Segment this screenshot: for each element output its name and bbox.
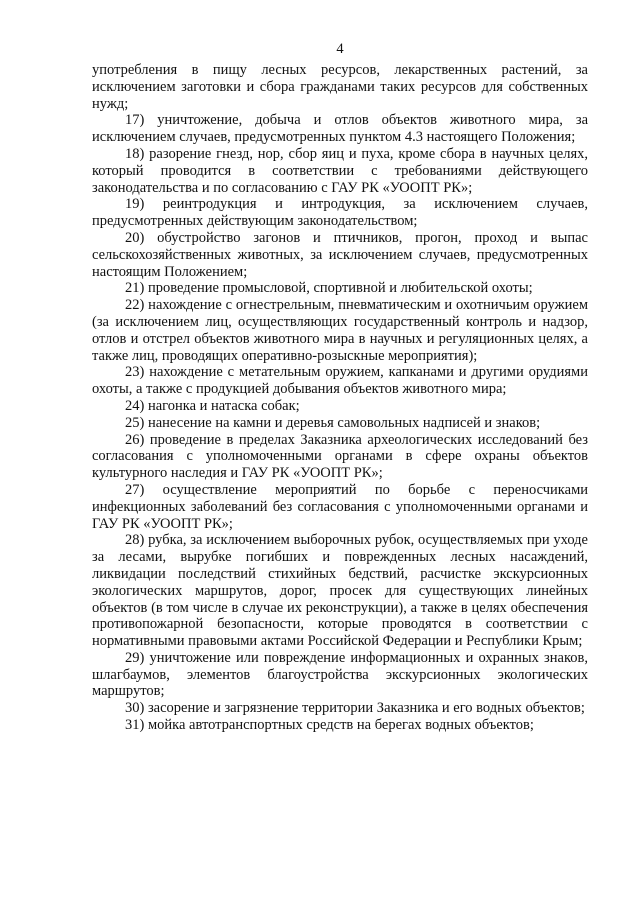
- list-item-21: 21) проведение промысловой, спортивной и любительской охоты;: [125, 280, 533, 297]
- document-page: [92, 40, 588, 734]
- list-item-25: 25) нанесение на камни и деревья самовольных надписей и знаков;: [125, 414, 541, 431]
- list-item-20: 20) обустройство загонов и птичников, прогон, проход и выпас сельскохозяйственных животных, за исключением случаев, предусмотренных настоящим Положением;: [92, 229, 588, 280]
- list-item-19: 19) реинтродукция и интродукция, за исключением случаев, предусмотренных действующим законодательством;: [92, 196, 588, 230]
- list-item-17: 17) уничтожение, добыча и отлов объектов животного мира, за исключением случаев, предусмотренных пунктом 4.3 настоящего Положения;: [92, 112, 588, 146]
- paragraph-continuation: употребления в пищу лесных ресурсов, лекарственных растений, за исключением заготовки и сбора гражданами таких ресурсов для собственных нужд;: [92, 62, 588, 112]
- list-item-18: 18) разорение гнезд, нор, сбор яиц и пуха, кроме сбора в научных целях, который проводится в соответствии с требованиями действующего законодательства и по согласованию с ГАУ РК «УООПТ РК»;: [92, 145, 588, 196]
- list-item-28: 28) рубка, за исключением выборочных рубок, осуществляемых при уходе за лесами, вырубке погибших и поврежденных лесных насаждений, ликвидации последствий стихийных бедствий, расчистке экскурсионных экологических маршрутов, дорог, просек для существующих линейных объектов (в том числе в случае их реконструкции), а также в целях обеспечения противопожарной безопасности, которые проводятся в соответствии с нормативными правовыми актами Российской Федерации и Республики Крым;: [92, 532, 588, 650]
- list-item-26: 26) проведение в пределах Заказника археологических исследований без согласования с уполномоченными органами в сфере охраны объектов культурного наследия и ГАУ РК «УООПТ РК»;: [92, 431, 588, 482]
- list-item-24: 24) нагонка и натаска собак;: [125, 397, 300, 414]
- list-item-31: 31) мойка автотранспортных средств на берегах водных объектов;: [125, 717, 534, 734]
- list-item-22: 22) нахождение с огнестрельным, пневматическим и охотничьим оружием (за исключением лиц, осуществляющих государственный контроль и надзор, отлов и отстрел объектов животного мира в научных и регуляционных целях, а также лиц, проводящих оперативно-розыскные мероприятия);: [92, 297, 588, 364]
- page-number: 4: [336, 41, 344, 57]
- list-item-29: 29) уничтожение или повреждение информационных и охранных знаков, шлагбаумов, элементов благоустройства экскурсионных экологических маршрутов;: [92, 649, 588, 700]
- list-item-30: 30) засорение и загрязнение территории Заказника и его водных объектов;: [125, 700, 585, 717]
- list-item-27: 27) осуществление мероприятий по борьбе с переносчиками инфекционных заболеваний без согласования с уполномоченными органами и ГАУ РК «УООПТ РК»;: [92, 481, 588, 532]
- list-item-23: 23) нахождение с метательным оружием, капканами и другими орудиями охоты, а также с продукцией добывания объектов животного мира;: [92, 364, 588, 398]
